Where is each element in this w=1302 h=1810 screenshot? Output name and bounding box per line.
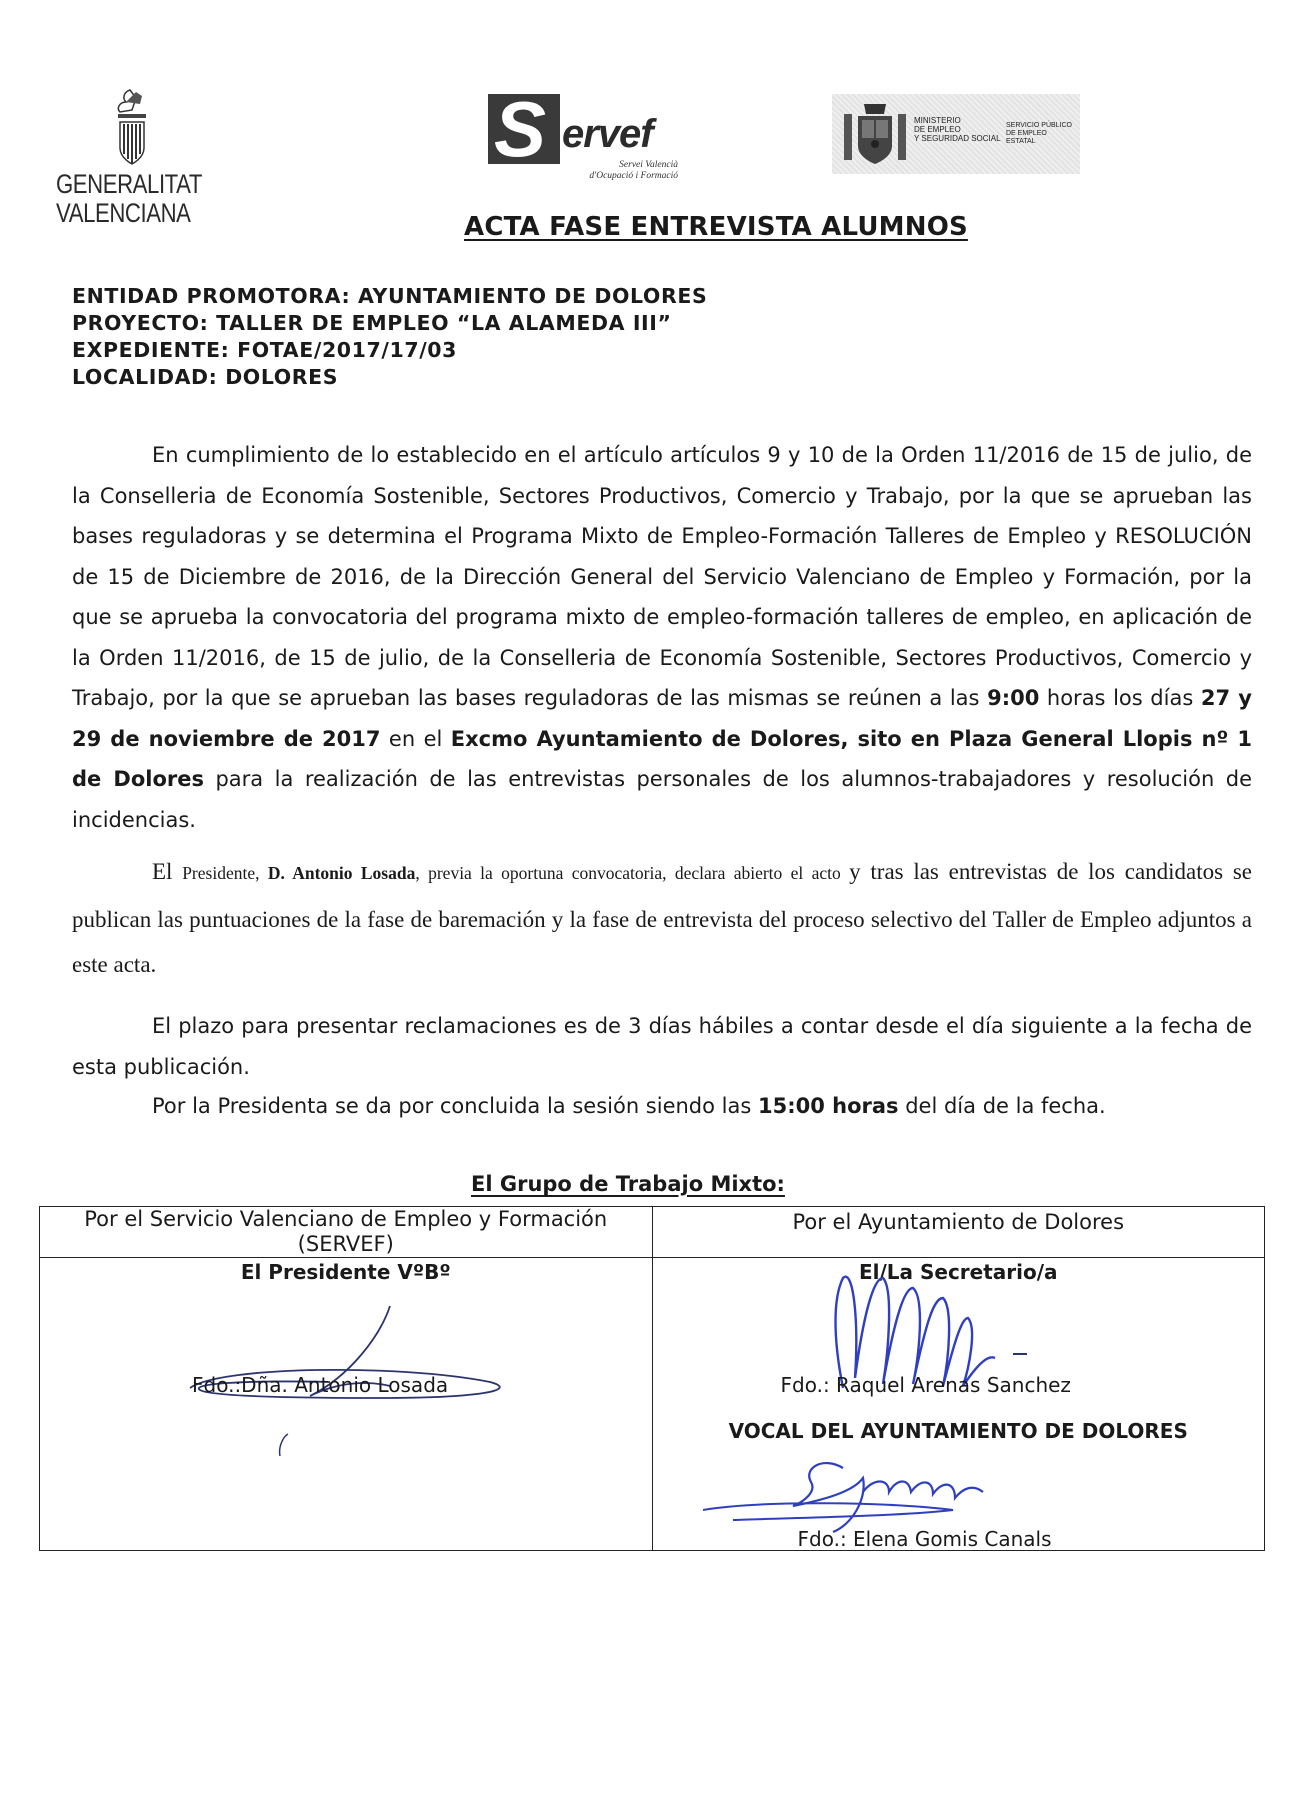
servef-signature-cell xyxy=(40,1258,653,1551)
ministry-line3: Y SEGURIDAD SOCIAL xyxy=(914,134,1001,143)
meeting-time: 9:00 xyxy=(987,686,1040,710)
servef-sub-line1: Servei Valencià xyxy=(619,160,678,170)
servef-header-cell: Por el Servicio Valenciano de Empleo y Formación (SERVEF) xyxy=(40,1207,653,1258)
ayuntamiento-signature-cell xyxy=(652,1258,1265,1551)
ministry-service-line1: SERVICIO PÚBLICO xyxy=(1006,122,1073,129)
generalitat-valenciana-logo xyxy=(52,88,212,228)
ministry-service-line2: DE EMPLEO ESTATAL xyxy=(1006,130,1047,145)
servef-word: ervef xyxy=(562,112,653,156)
meta-expediente: EXPEDIENTE: FOTAE/2017/17/03 xyxy=(72,338,458,362)
group-title: El Grupo de Trabajo Mixto: xyxy=(471,1172,785,1196)
spain-coat-of-arms-icon xyxy=(840,100,910,168)
meta-entidad: ENTIDAD PROMOTORA: AYUNTAMIENTO DE DOLORES xyxy=(72,284,708,308)
ministerio-empleo-logo xyxy=(832,94,1080,174)
closing-time: 15:00 horas xyxy=(757,1094,899,1118)
ministry-line1: MINISTERIO xyxy=(914,116,961,125)
servef-sub-line2: d'Ocupació i Formació xyxy=(589,171,678,181)
paragraph-presidente: El Presidente, D. Antonio Losada, previa la oportuna convocatoria, declara abierto el acto y tras las entrevistas de los candidatos se publican las puntuaciones de la fase de baremación y la fase de entrevista del proceso selectivo del Taller de Empleo adjuntos a este acta. xyxy=(72,859,1252,977)
meeting-dates: 27 y 29 de noviembre de 2017 xyxy=(72,686,1252,751)
meta-localidad: LOCALIDAD: DOLORES xyxy=(72,365,339,389)
document-title: ACTA FASE ENTREVISTA ALUMNOS xyxy=(464,212,968,242)
vocal-role: VOCAL DEL AYUNTAMIENTO DE DOLORES xyxy=(728,1419,1188,1443)
signature-table xyxy=(39,1206,1265,1551)
servef-letter: S xyxy=(494,85,547,173)
secretary-role: El/La Secretario/a xyxy=(858,1260,1058,1284)
meta-proyecto: PROYECTO: TALLER DE EMPLEO “LA ALAMEDA III” xyxy=(72,311,672,335)
paragraph-reclamaciones: El plazo para presentar reclamaciones es de 3 días hábiles a contar desde el día siguiente a la fecha de esta publicación. xyxy=(72,1014,1252,1079)
president-role: El Presidente VºBº xyxy=(240,1260,451,1284)
ayuntamiento-header-cell: Por el Ayuntamiento de Dolores xyxy=(652,1207,1265,1258)
ministry-line2: DE EMPLEO xyxy=(914,125,961,134)
meeting-place: Excmo Ayuntamiento de Dolores, sito en Plaza General Llopis nº 1 de Dolores xyxy=(72,726,1252,791)
paragraph-conclusion: Por la Presidenta se da por concluida la sesión siendo las 15:00 horas del día de la fecha. xyxy=(152,1094,1106,1118)
vocal-signer: Fdo.: Elena Gomis Canals xyxy=(797,1527,1052,1551)
document-meta xyxy=(72,283,707,391)
servef-logo xyxy=(488,85,678,189)
president-signer: Fdo.:Dña. Antonio Losada xyxy=(192,1373,449,1397)
generalitat-word: GENERALITAT xyxy=(56,169,202,199)
secretary-signer: Fdo.: Raquel Arenas Sanchez xyxy=(780,1373,1071,1397)
generalitat-crest-icon xyxy=(106,88,158,168)
valenciana-word: VALENCIANA xyxy=(56,198,191,228)
president-signature xyxy=(180,1286,580,1456)
president-name: D. Antonio Losada xyxy=(267,863,416,883)
paragraph-convocatoria: En cumplimiento de lo establecido en el artículo artículos 9 y 10 de la Orden 11/2016 de 15 de julio, de la Conselleria de Economía Sostenible, Sectores Productivos, Comercio y Trabajo, por la que se aprueban las bases reguladoras y se determina el Programa Mixto de Empleo-Formación Talleres de Empleo y RESOLUCIÓN de 15 de Diciembre de 2016, de la Dirección General del Servicio Valenciano de Empleo y Formación, por la que se aprueba la convocatoria del programa mixto de empleo-formación talleres de empleo, en aplicación de la Orden 11/2016, de 15 de julio, de la Conselleria de Economía Sostenible, Sectores Productivos, Comercio y Trabajo, por la que se aprueban las bases reguladoras de las mismas se reúnen a las 9:00 horas los días 27 y 29 de noviembre de 2017 en el Excmo Ayuntamiento de Dolores, sito en Plaza General Llopis nº 1 de Dolores para la realización de las entrevistas personales de los alumnos-trabajadores y resolución de incidencias. xyxy=(72,443,1252,832)
